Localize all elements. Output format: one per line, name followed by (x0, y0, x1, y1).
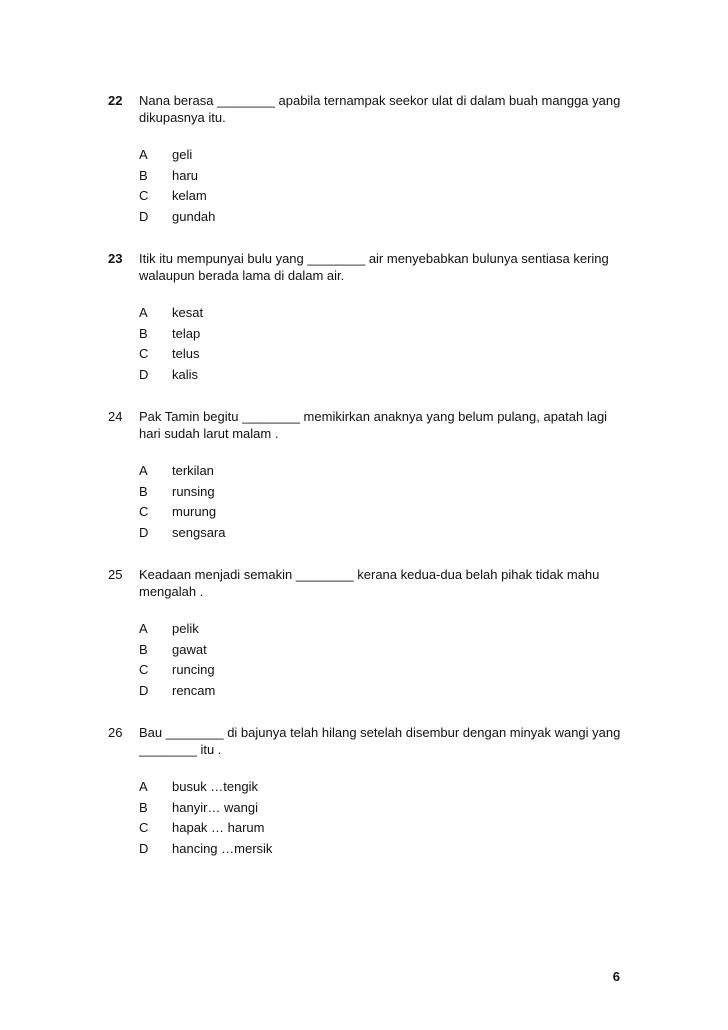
page-number: 6 (612, 969, 620, 984)
option-c[interactable] (139, 187, 439, 208)
question-text: Bau ________ di bajunya telah hilang setelah disembur dengan minyak wangi yang ________ itu . (139, 725, 621, 757)
option-text: gundah (172, 208, 216, 224)
option-letter: C (139, 504, 149, 519)
option-letter: A (139, 779, 148, 794)
option-a[interactable] (139, 146, 439, 167)
option-text: busuk …tengik (172, 779, 258, 794)
option-text: sengsara (172, 524, 226, 540)
option-text: haru (172, 167, 199, 183)
option-letter: C (139, 820, 149, 835)
option-text: hanyir… wangi (172, 799, 258, 815)
option-letter: B (139, 483, 148, 499)
option-text: runsing (172, 483, 215, 499)
option-text: geli (172, 147, 193, 162)
option-a[interactable] (139, 778, 439, 799)
option-text: kelam (172, 188, 207, 203)
question-number: 24 (108, 409, 123, 424)
option-d[interactable] (139, 366, 439, 387)
option-c[interactable] (139, 819, 439, 840)
option-b[interactable] (139, 167, 439, 188)
question-text: Pak Tamin begitu ________ memikirkan anaknya yang belum pulang, apatah lagi hari sudah larut malam . (139, 409, 608, 441)
option-c[interactable] (139, 661, 439, 682)
answer-options (139, 462, 439, 544)
option-text: hapak … harum (172, 820, 265, 835)
option-letter: D (139, 208, 149, 224)
option-letter: D (139, 840, 149, 856)
question-number: 23 (108, 251, 123, 266)
option-letter: B (139, 325, 148, 341)
option-text: murung (172, 504, 217, 519)
answer-options (139, 146, 439, 228)
option-c[interactable] (139, 503, 439, 524)
option-letter: C (139, 188, 149, 203)
question-text: Nana berasa ________ apabila ternampak seekor ulat di dalam buah mangga yang dikupasnya itu. (139, 93, 621, 125)
option-b[interactable] (139, 483, 439, 504)
answer-options (139, 304, 439, 386)
answer-options (139, 620, 439, 702)
option-letter: A (139, 305, 148, 320)
option-text: pelik (172, 621, 199, 636)
option-a[interactable] (139, 304, 439, 325)
option-letter: B (139, 167, 148, 183)
option-text: gawat (172, 641, 207, 657)
question-number: 26 (108, 725, 123, 740)
option-b[interactable] (139, 799, 439, 820)
option-text: telap (172, 325, 201, 341)
option-text: kalis (172, 366, 199, 382)
option-text: rencam (172, 682, 216, 698)
option-letter: D (139, 524, 149, 540)
option-text: terkilan (172, 463, 214, 478)
option-d[interactable] (139, 840, 439, 861)
option-a[interactable] (139, 462, 439, 483)
option-d[interactable] (139, 208, 439, 229)
question-text: Itik itu mempunyai bulu yang ________ air menyebabkan bulunya sentiasa kering walaupun berada lama di dalam air. (139, 251, 609, 283)
option-letter: C (139, 662, 149, 677)
answer-options (139, 778, 439, 860)
option-text: runcing (172, 662, 215, 677)
option-a[interactable] (139, 620, 439, 641)
option-text: hancing …mersik (172, 840, 273, 856)
option-c[interactable] (139, 345, 439, 366)
option-b[interactable] (139, 325, 439, 346)
option-text: kesat (172, 305, 204, 320)
option-b[interactable] (139, 641, 439, 662)
option-letter: A (139, 463, 148, 478)
question-text: Keadaan menjadi semakin ________ kerana kedua-dua belah pihak tidak mahu mengalah . (139, 567, 600, 599)
option-d[interactable] (139, 682, 439, 703)
question-number: 22 (108, 93, 123, 108)
option-letter: D (139, 366, 149, 382)
option-letter: B (139, 799, 148, 815)
question-number: 25 (108, 567, 123, 582)
option-letter: C (139, 346, 149, 361)
option-d[interactable] (139, 524, 439, 545)
option-letter: D (139, 682, 149, 698)
option-letter: A (139, 621, 148, 636)
option-letter: B (139, 641, 148, 657)
option-text: telus (172, 346, 200, 361)
option-letter: A (139, 147, 148, 162)
